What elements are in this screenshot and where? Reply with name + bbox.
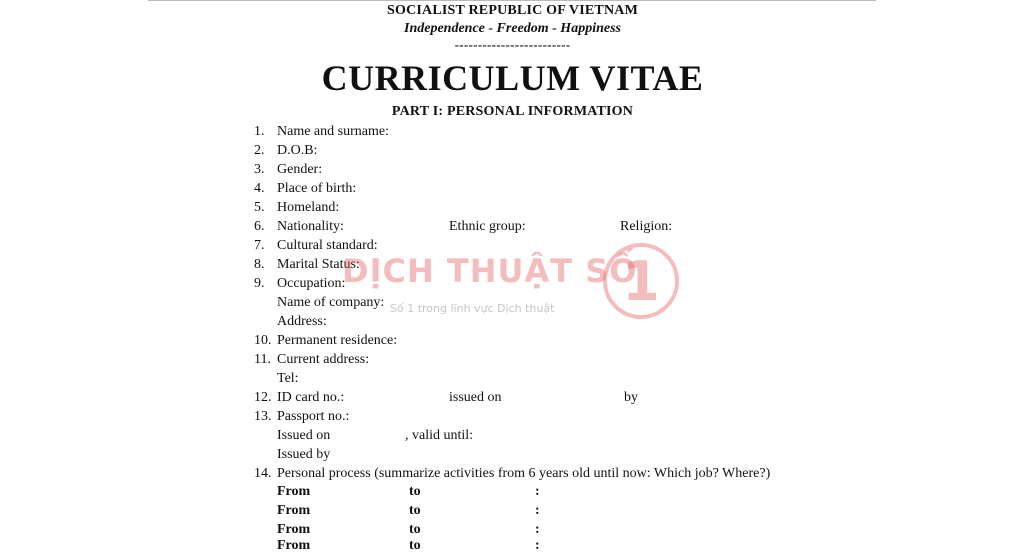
field-id-card xyxy=(0,388,1025,407)
field-place-of-birth xyxy=(0,179,1025,198)
item-number: 10. xyxy=(254,333,272,348)
field-current-address xyxy=(0,350,1025,369)
from-label: From xyxy=(277,484,311,499)
field-gender xyxy=(0,160,1025,179)
process-row xyxy=(0,501,1025,520)
field-passport-issued-by xyxy=(0,445,1025,464)
item-number: 6. xyxy=(254,219,265,234)
item-number: 9. xyxy=(254,276,265,291)
item-number: 14. xyxy=(254,466,272,481)
item-number: 8. xyxy=(254,257,265,272)
header-divider: ------------------------- xyxy=(454,37,571,52)
watermark-tagline: Số 1 trong lĩnh vực Dịch thuật xyxy=(390,302,555,315)
field-homeland xyxy=(0,198,1025,217)
field-label: Occupation: xyxy=(277,276,346,291)
item-number: 1. xyxy=(254,124,265,139)
field-label: Nationality: xyxy=(277,219,344,234)
from-label: From xyxy=(277,538,311,553)
to-label: to xyxy=(409,484,421,499)
field-cultural-standard xyxy=(0,236,1025,255)
item-number: 4. xyxy=(254,181,265,196)
field-dob xyxy=(0,141,1025,160)
field-tel xyxy=(0,369,1025,388)
section-heading: PART I: PERSONAL INFORMATION xyxy=(391,104,634,119)
field-label: Passport no.: xyxy=(277,409,350,424)
field-name-surname xyxy=(0,122,1025,141)
field-label: Marital Status: xyxy=(277,257,360,272)
field-label: D.O.B: xyxy=(277,143,318,158)
to-label: to xyxy=(409,503,421,518)
field-personal-process xyxy=(0,464,1025,483)
item-number: 7. xyxy=(254,238,265,253)
field-label: Issued on xyxy=(277,428,331,443)
from-label: From xyxy=(277,522,311,537)
issued-by-label: by xyxy=(624,390,638,405)
item-number: 5. xyxy=(254,200,265,215)
to-label: to xyxy=(409,538,421,553)
valid-until-label: , valid until: xyxy=(405,428,474,443)
field-label: Issued by xyxy=(277,447,331,462)
religion-label: Religion: xyxy=(620,219,673,234)
country-heading: SOCIALIST REPUBLIC OF VIETNAM xyxy=(387,3,638,18)
colon-separator: : xyxy=(535,538,540,553)
field-label: Permanent residence: xyxy=(277,333,398,348)
field-marital-status xyxy=(0,255,1025,274)
top-rule xyxy=(148,0,876,1)
field-label: Gender: xyxy=(277,162,323,177)
process-row xyxy=(0,536,1025,555)
ethnic-group-label: Ethnic group: xyxy=(449,219,526,234)
field-label: Address: xyxy=(277,314,327,329)
document-title: CURRICULUM VITAE xyxy=(321,58,704,98)
item-number: 12. xyxy=(254,390,272,405)
watermark-logo-digit: 1 xyxy=(622,250,660,313)
watermark-brand: DỊCH THUẬT SỐ xyxy=(342,252,638,290)
field-company-name xyxy=(0,293,1025,312)
item-number: 13. xyxy=(254,409,272,424)
field-label: Name and surname: xyxy=(277,124,389,139)
colon-separator: : xyxy=(535,522,540,537)
to-label: to xyxy=(409,522,421,537)
field-label: Personal process (summarize activities from 6 years old until now: Which job? Where?) xyxy=(277,466,771,481)
motto: Independence - Freedom - Happiness xyxy=(404,21,621,36)
process-row xyxy=(0,482,1025,501)
field-occupation xyxy=(0,274,1025,293)
field-label: Tel: xyxy=(277,371,299,386)
item-number: 11. xyxy=(254,352,271,367)
field-nationality xyxy=(0,217,1025,236)
field-label: Name of company: xyxy=(277,295,385,310)
issued-on-label: issued on xyxy=(449,390,502,405)
colon-separator: : xyxy=(535,503,540,518)
field-label: Homeland: xyxy=(277,200,340,215)
from-label: From xyxy=(277,503,311,518)
field-label: Current address: xyxy=(277,352,370,367)
item-number: 3. xyxy=(254,162,265,177)
field-passport-issued-on xyxy=(0,426,1025,445)
field-label: Cultural standard: xyxy=(277,238,378,253)
field-permanent-residence xyxy=(0,331,1025,350)
field-label: Place of birth: xyxy=(277,181,357,196)
field-company-address xyxy=(0,312,1025,331)
field-label: ID card no.: xyxy=(277,390,345,405)
field-passport xyxy=(0,407,1025,426)
colon-separator: : xyxy=(535,484,540,499)
item-number: 2. xyxy=(254,143,265,158)
